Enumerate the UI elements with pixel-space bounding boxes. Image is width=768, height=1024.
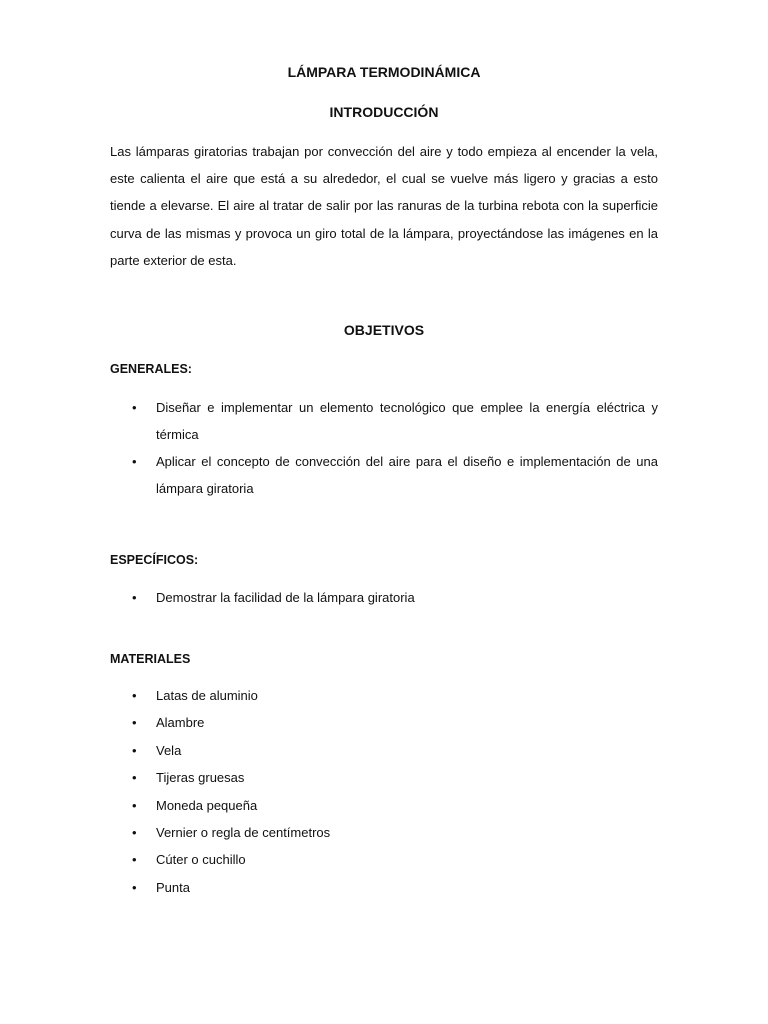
list-item-text: Latas de aluminio <box>156 688 258 703</box>
bullet-icon: • <box>132 742 137 758</box>
list-item <box>110 846 658 873</box>
general-objectives-heading: GENERALES: <box>110 362 192 376</box>
materials-list <box>110 682 658 901</box>
objectives-heading: OBJETIVOS <box>343 322 425 338</box>
list-item-text: Alambre <box>156 715 205 731</box>
list-item <box>110 448 658 502</box>
list-item <box>110 709 658 736</box>
bullet-icon: • <box>132 797 137 813</box>
list-item <box>110 819 658 846</box>
specific-objectives-list <box>110 584 658 611</box>
bullet-icon: • <box>132 852 137 868</box>
list-item-text: Cúter o cuchillo <box>156 852 246 868</box>
list-item-text: Tijeras gruesas <box>156 770 245 786</box>
list-item-text: Demostrar la facilidad de la lámpara giratoria <box>156 590 415 605</box>
list-item <box>110 737 658 764</box>
list-item-text: Vernier o regla de centímetros <box>156 825 331 841</box>
list-item <box>110 764 658 791</box>
bullet-icon: • <box>132 454 137 469</box>
list-item <box>110 682 658 709</box>
bullet-icon: • <box>132 879 137 895</box>
list-item <box>110 584 658 611</box>
list-item-text: Vela <box>156 742 182 758</box>
bullet-icon: • <box>132 715 137 731</box>
list-item <box>110 394 658 448</box>
bullet-icon: • <box>132 688 137 703</box>
list-item <box>110 792 658 819</box>
bullet-icon: • <box>132 400 137 415</box>
introduction-heading: INTRODUCCIÓN <box>329 104 439 120</box>
list-item <box>110 874 658 901</box>
list-item-text: Diseñar e implementar un elemento tecnológico que emplee la energía eléctrica y térmica <box>156 400 658 442</box>
document-title: LÁMPARA TERMODINÁMICA <box>287 64 481 80</box>
list-item-text: Punta <box>156 879 190 895</box>
list-item-text: Aplicar el concepto de convección del aire para el diseño e implementación de una lámpara giratoria <box>156 454 658 496</box>
list-item-text: Moneda pequeña <box>156 797 258 813</box>
bullet-icon: • <box>132 825 137 841</box>
introduction-paragraph: Las lámparas giratorias trabajan por convección del aire y todo empieza al encender la vela, este calienta el aire que está a su alrededor, el cual se vuelve más ligero y gracias a esto tiende a elevarse. El aire al tratar de salir por las ranuras de la turbina rebota con la superficie curva de las mismas y provoca un giro total de la lámpara, proyectándose las imágenes en la parte exterior de esta. <box>110 144 658 268</box>
materials-heading: MATERIALES <box>110 652 191 666</box>
general-objectives-list <box>110 394 658 502</box>
bullet-icon: • <box>132 590 137 605</box>
specific-objectives-heading: ESPECÍFICOS: <box>110 553 199 567</box>
bullet-icon: • <box>132 770 137 786</box>
